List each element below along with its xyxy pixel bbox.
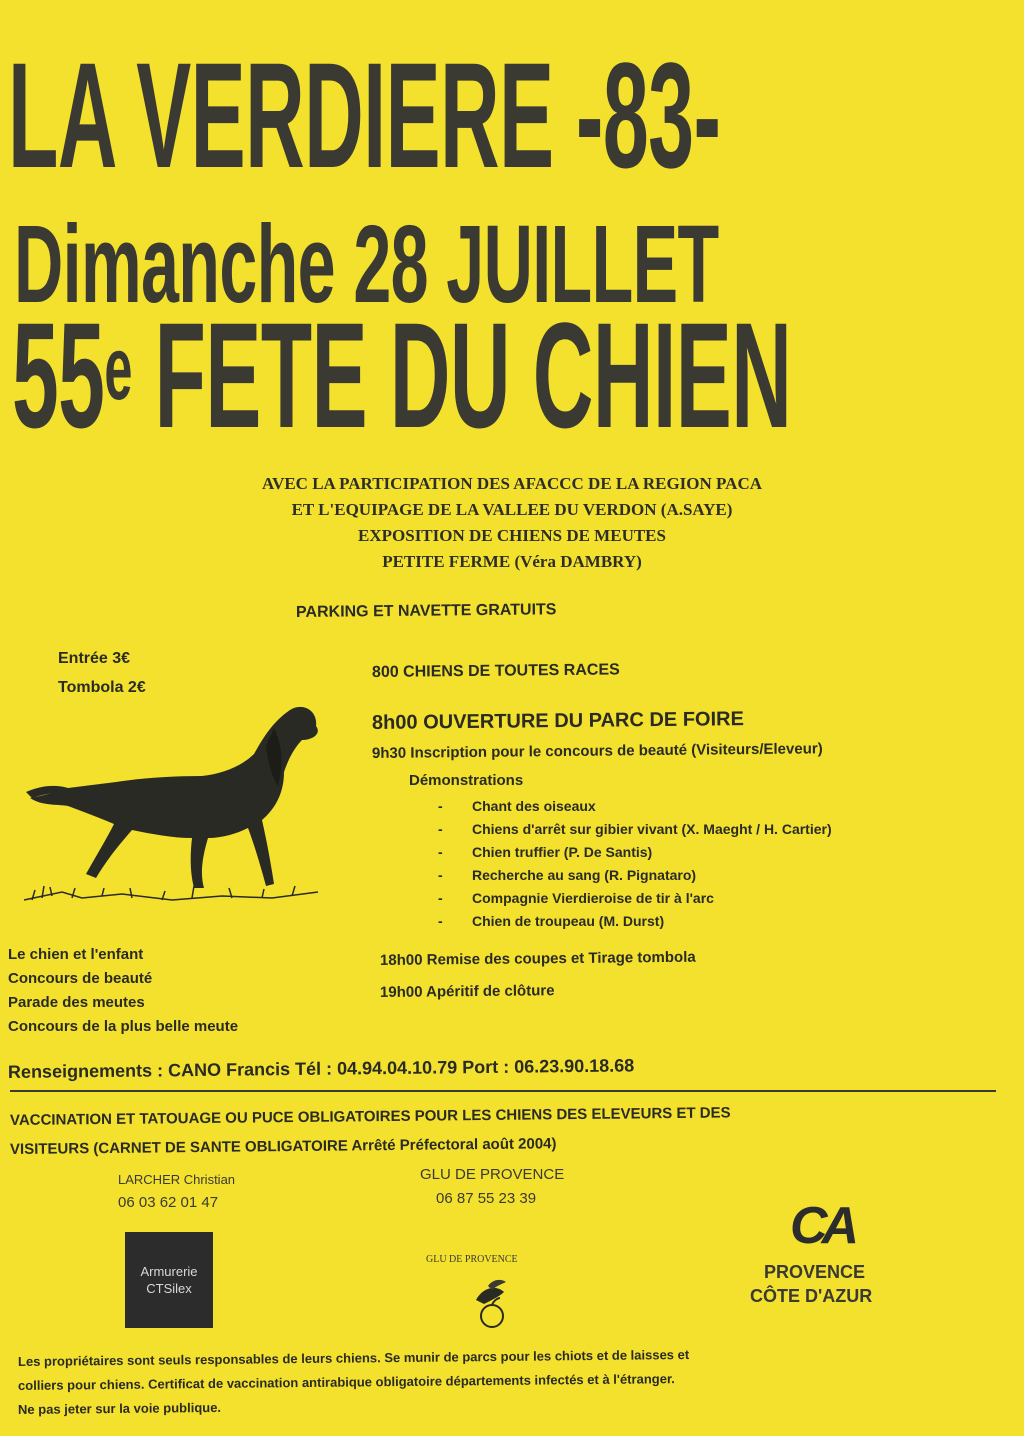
- disclaimer-line-2: colliers pour chiens. Certificat de vaccination antirabique obligatoire départements infectés et à l'étranger.: [17, 1371, 675, 1393]
- participation-line-2: ET L'EQUIPAGE DE LA VALLEE DU VERDON (A.SAYE): [291, 500, 733, 519]
- awards-and-raffle: 18h00 Remise des coupes et Tirage tombola: [379, 948, 696, 969]
- sponsor-larcher-name: LARCHER Christian: [118, 1172, 236, 1187]
- credit-agricole-icon: CA: [790, 1197, 854, 1255]
- armurerie-logo: Armurerie CTSilex: [125, 1232, 213, 1328]
- entry-price: Entrée 3€: [58, 650, 131, 667]
- bird-and-apple-icon: [466, 1276, 516, 1330]
- ca-cote-azur: CÔTE D'AZUR: [750, 1286, 873, 1306]
- demonstrations-title: Démonstrations: [409, 772, 524, 789]
- list-item: - Chien truffier (P. De Santis): [438, 844, 653, 860]
- activity-beauty: Concours de beauté: [8, 970, 153, 987]
- sponsor-glu-phone: 06 87 55 23 39: [436, 1190, 537, 1207]
- fair-opening: 8h00 OUVERTURE DU PARC DE FOIRE: [371, 708, 744, 734]
- activity-child: Le chien et l'enfant: [8, 946, 144, 963]
- list-item: - Chien de troupeau (M. Durst): [438, 913, 665, 929]
- ca-provence: PROVENCE: [764, 1262, 866, 1282]
- closing-aperitif: 19h00 Apéritif de clôture: [379, 982, 555, 1001]
- activity-best-pack: Concours de la plus belle meute: [8, 1018, 239, 1035]
- disclaimer-line-1: Les propriétaires sont seuls responsables de leurs chiens. Se munir de parcs pour les chiots et de laisses et: [17, 1346, 690, 1369]
- headline-event: [12, 291, 792, 459]
- contest-registration: 9h30 Inscription pour le concours de beauté (Visiteurs/Eleveur): [371, 740, 823, 762]
- list-item: - Recherche au sang (R. Pignataro): [438, 867, 697, 883]
- participation-line-4: PETITE FERME (Véra DAMBRY): [382, 552, 642, 571]
- contact-info: Renseignements : CANO Francis Tél : 04.94.04.10.79 Port : 06.23.90.18.68: [7, 1055, 635, 1082]
- glu-logo-text: GLU DE PROVENCE: [426, 1254, 518, 1265]
- participation-line-3: EXPOSITION DE CHIENS DE MEUTES: [358, 526, 666, 545]
- setter-dog-icon: [22, 688, 322, 916]
- demonstrations-list: [438, 798, 832, 936]
- edition-number: 55: [12, 291, 105, 459]
- headline-date: Dimanche 28 JUILLET: [14, 203, 719, 326]
- vaccination-line-2: VISITEURS (CARNET DE SANTE OBLIGATOIRE Arrêté Préfectoral août 2004): [9, 1135, 557, 1158]
- participation-line-1: AVEC LA PARTICIPATION DES AFACCC DE LA REGION PACA: [261, 474, 762, 493]
- activity-parade: Parade des meutes: [8, 994, 145, 1011]
- list-item: - Chant des oiseaux: [438, 798, 596, 814]
- sponsor-glu-name: GLU DE PROVENCE: [420, 1166, 565, 1183]
- sponsor-larcher-phone: 06 03 62 01 47: [118, 1194, 219, 1211]
- divider: [10, 1090, 996, 1092]
- disclaimer-line-3: Ne pas jeter sur la voie publique.: [17, 1399, 222, 1417]
- vaccination-line-1: VACCINATION ET TATOUAGE OU PUCE OBLIGATOIRES POUR LES CHIENS DES ELEVEURS ET DES: [9, 1104, 731, 1129]
- event-name: FETE DU CHIEN: [131, 291, 792, 459]
- dogs-count: 800 CHIENS DE TOUTES RACES: [371, 661, 620, 681]
- edition-suffix: e: [104, 319, 132, 419]
- parking-notice: PARKING ET NAVETTE GRATUITS: [295, 601, 557, 621]
- raffle-price: Tombola 2€: [58, 679, 146, 696]
- list-item: - Chiens d'arrêt sur gibier vivant (X. Maeght / H. Cartier): [438, 821, 832, 837]
- list-item: - Compagnie Vierdieroise de tir à l'arc: [438, 890, 714, 906]
- headline-location: LA VERDIERE -83-: [8, 31, 721, 199]
